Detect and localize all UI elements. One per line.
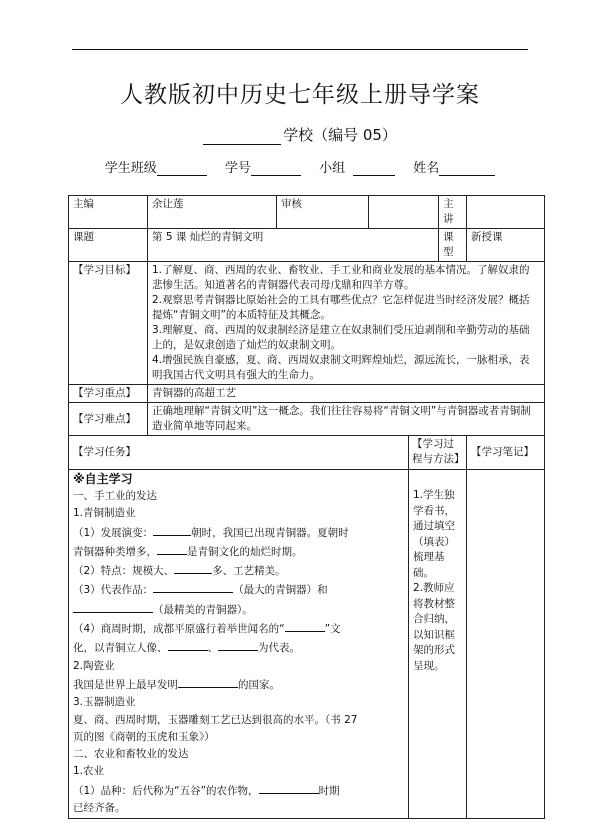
process-label: 【学习过程与方法】 — [409, 436, 467, 470]
type-value: 新授课 — [467, 229, 545, 262]
id-blank[interactable] — [251, 161, 301, 176]
text-line: 二、农业和畜牧业的发达 — [73, 748, 189, 761]
topic-row — [69, 229, 545, 262]
class-field — [105, 161, 207, 176]
fill-blank[interactable] — [157, 542, 187, 555]
method-item: 1.学生独学看书，通过填空（填表）梳理基础。 — [413, 489, 455, 579]
notes-area[interactable] — [467, 470, 545, 819]
meta-row — [69, 196, 545, 229]
goal-item: 2.观察思考青铜器比原始社会的工具有哪些优点？它怎样促进当时经济发展？概括提炼“青铜文明”的本质特征及其概念。 — [152, 294, 530, 321]
text-line: （1）品种：后代称为“五谷”的农作物， 时期 — [73, 781, 404, 800]
group-label: 小组 — [319, 161, 346, 176]
text-line: 页的图《商朝的玉虎和玉象》） — [73, 730, 215, 743]
name-label: 姓名 — [413, 161, 440, 176]
student-info-row — [0, 157, 600, 176]
task-label: 【学习任务】 — [69, 436, 409, 470]
fill-blank[interactable] — [168, 638, 208, 651]
fill-blank[interactable] — [218, 638, 258, 651]
key-point-row — [69, 385, 545, 403]
speaker-value[interactable] — [467, 196, 545, 229]
fill-blank[interactable] — [153, 580, 233, 593]
text-line: （最精美的青铜器）。 — [73, 600, 404, 619]
topic-value: 第 5 课 灿烂的青铜文明 — [148, 229, 439, 262]
text-line: 我国是世界上最早发明 的国家。 — [73, 675, 404, 694]
difficulty-row — [69, 403, 545, 436]
top-rule — [72, 49, 528, 50]
editor-value: 余让莲 — [148, 196, 277, 229]
id-label: 学号 — [224, 161, 251, 176]
group-field — [319, 161, 395, 176]
school-line — [0, 124, 600, 145]
fill-blank[interactable] — [178, 675, 238, 688]
text-line: （4）商周时期，成都平原盛行着举世闻名的“ ”文 — [73, 619, 404, 638]
type-label: 课型 — [439, 229, 467, 262]
reviewer-label: 审核 — [277, 196, 369, 229]
method-notes — [409, 470, 467, 819]
topic-label: 课题 — [69, 229, 148, 262]
text-line: （3）代表作品： （最大的青铜器）和 — [73, 580, 404, 599]
text-line: 2.陶瓷业 — [73, 659, 115, 672]
self-study-row — [69, 470, 545, 819]
text-line: （1）发展演变： 朝时，我国已出现青铜器。夏朝时 — [73, 523, 404, 542]
editor-label: 主编 — [69, 196, 148, 229]
text-line: 1.青铜制造业 — [73, 507, 136, 520]
page-title: 人教版初中历史七年级上册导学案 — [120, 82, 480, 108]
fill-blank[interactable] — [153, 523, 191, 536]
reviewer-value[interactable] — [369, 196, 439, 229]
goals-row — [69, 262, 545, 385]
fill-blank[interactable] — [259, 781, 319, 794]
difficulty-value: 正确地理解“青铜文明”这一概念。我们往往容易将“青铜文明”与青铜器或者青铜制造业简单地等同起来。 — [148, 403, 545, 436]
goals-label: 【学习目标】 — [69, 262, 148, 385]
goal-item: 3.理解夏、商、西周的奴隶制经济是建立在奴隶制们受压迫剥削和辛勤劳动的基础上的，是奴隶创造了灿烂的奴隶制文明。 — [152, 324, 530, 351]
text-line: 化，以青铜立人像、 、 为代表。 — [73, 638, 404, 657]
self-study-content — [69, 470, 409, 819]
class-blank[interactable] — [157, 161, 207, 176]
fill-blank[interactable] — [73, 600, 153, 613]
group-blank[interactable] — [353, 161, 395, 176]
text-line: 3.玉器制造业 — [73, 696, 136, 709]
key-point-label: 【学习重点】 — [69, 385, 148, 403]
text-line: （2）特点：规模大、 多、工艺精美。 — [73, 561, 404, 580]
notes-label: 【学习笔记】 — [467, 436, 545, 470]
text-line: 一、手工业的发达 — [73, 490, 157, 502]
goal-item: 4.增强民族自豪感，夏、商、西周奴隶制文明辉煌灿烂，源远流长，一脉相承，表明我国古代文明具有强大的生命力。 — [152, 354, 530, 381]
id-field — [225, 161, 301, 176]
school-label: 学校（编号 05） — [283, 126, 397, 144]
lesson-table — [68, 195, 545, 819]
method-item: 2.教师应将教材整合归纳，以知识框架的形式呈现。 — [413, 582, 455, 672]
goals-content — [148, 262, 545, 385]
speaker-label: 主讲 — [439, 196, 467, 229]
difficulty-label: 【学习难点】 — [69, 403, 148, 436]
self-study-heading: ※自主学习 — [73, 472, 133, 486]
name-field — [413, 161, 495, 176]
fill-blank[interactable] — [174, 561, 212, 574]
class-label: 学生班级 — [104, 161, 157, 176]
task-header-row — [69, 436, 545, 470]
text-line: 夏、商、西周时期，玉器雕刻工艺已达到很高的水平。（书 27 — [73, 713, 358, 726]
school-blank[interactable] — [203, 128, 281, 145]
text-line: 青铜器种类增多， 是青铜文化的灿烂时期。 — [73, 542, 404, 561]
text-line: 已经齐备。 — [73, 802, 126, 815]
text-line: 1.农业 — [73, 765, 105, 778]
key-point-value: 青铜器的高超工艺 — [148, 385, 545, 403]
fill-blank[interactable] — [285, 619, 325, 632]
name-blank[interactable] — [439, 161, 495, 176]
goal-item: 1.了解夏、商、西周的农业、畜牧业、手工业和商业发展的基本情况。了解奴隶的悲惨生活。知道著名的青铜器代表司母戊鼎和四羊方尊。 — [152, 264, 530, 291]
